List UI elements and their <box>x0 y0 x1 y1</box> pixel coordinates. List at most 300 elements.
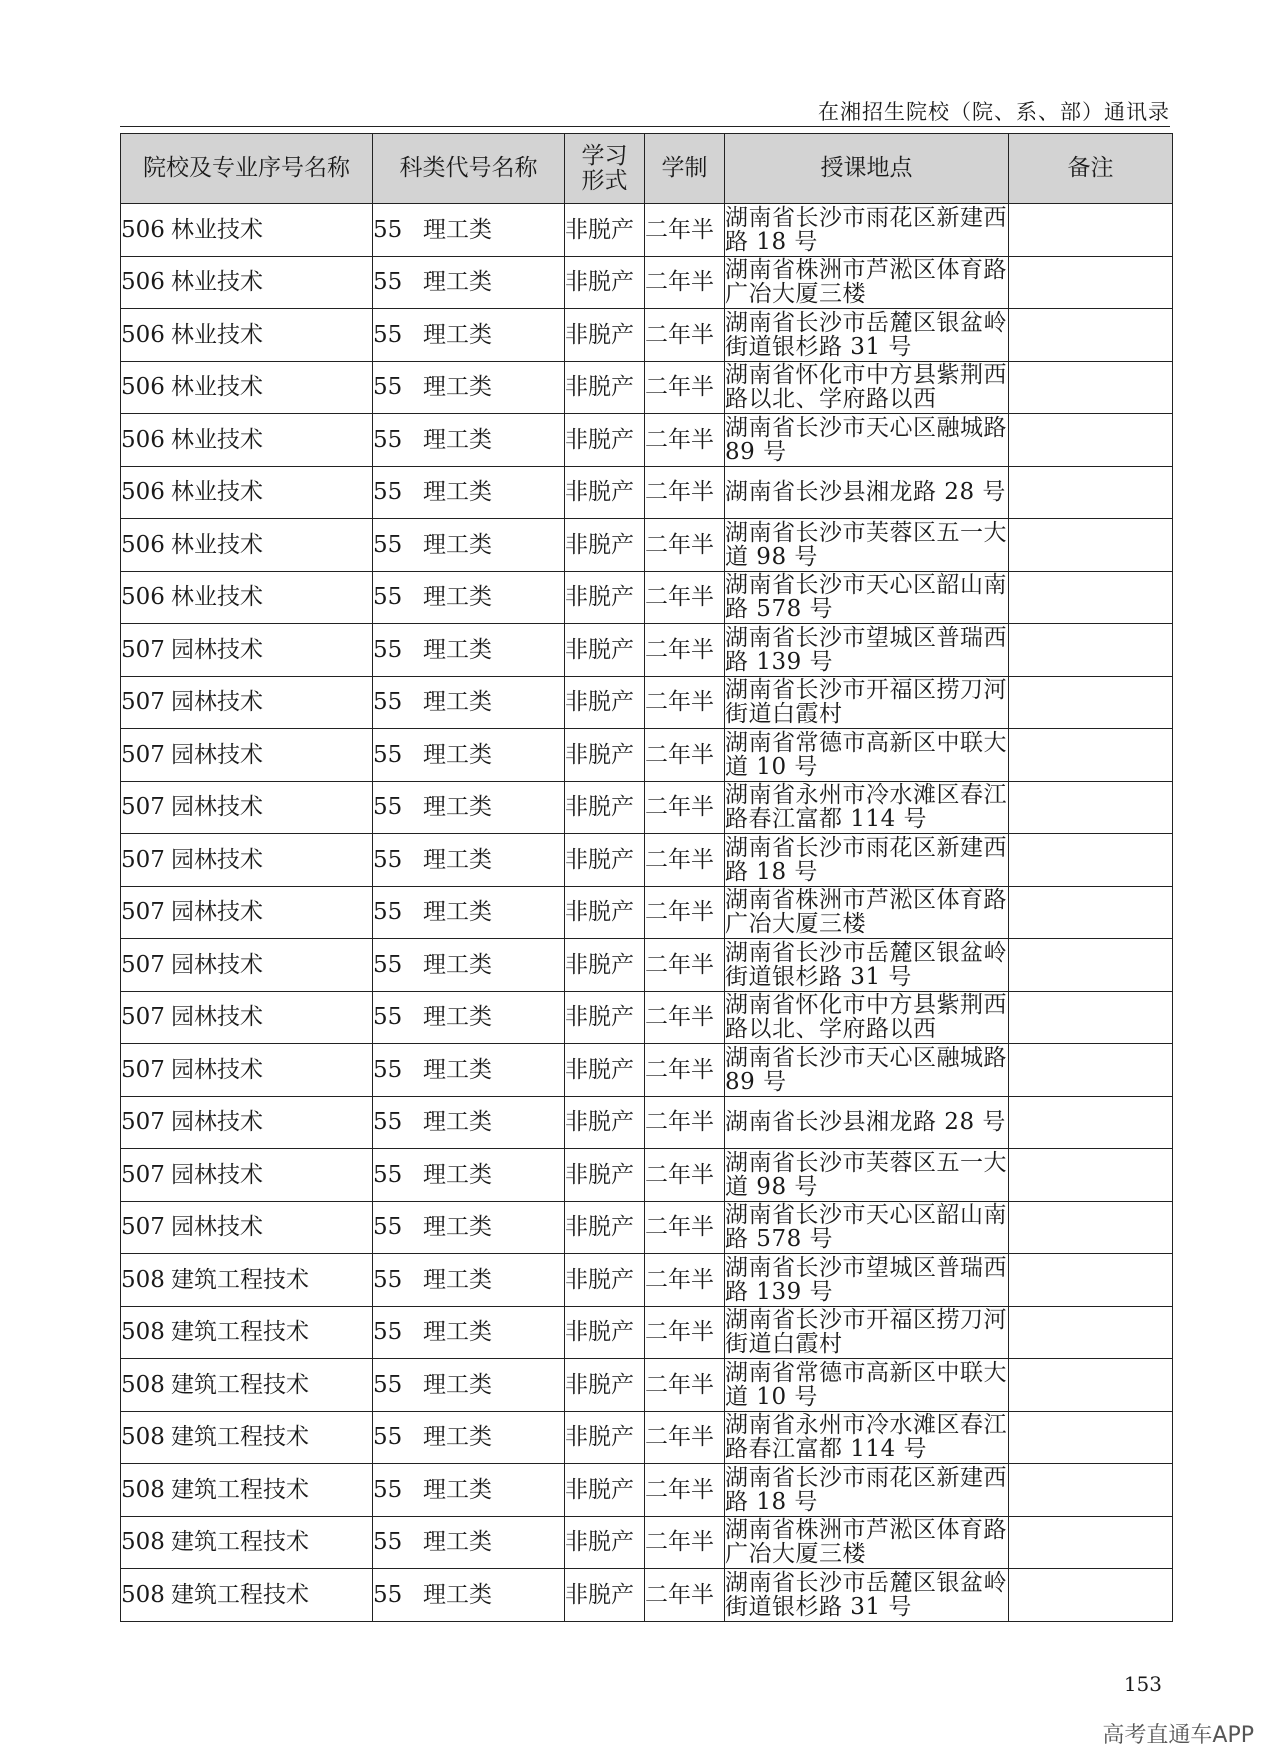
study-mode-cell: 非脱产 <box>565 1149 645 1202</box>
category-name: 理工类 <box>423 1266 492 1293</box>
location-cell: 湖南省长沙市天心区融城路 89 号 <box>725 414 1007 465</box>
remarks-cell <box>1009 1569 1173 1622</box>
table-row <box>121 676 1173 729</box>
category-name: 理工类 <box>423 1424 492 1451</box>
major-cell <box>121 519 373 572</box>
category-cell <box>373 204 565 257</box>
category-code: 55 <box>373 584 403 611</box>
category-code: 55 <box>373 1004 403 1031</box>
location-cell: 湖南省长沙市岳麓区银盆岭街道银杉路 31 号 <box>725 939 1007 990</box>
study-mode-cell: 非脱产 <box>565 466 645 519</box>
major-cell <box>121 1359 373 1412</box>
category-name: 理工类 <box>423 1161 492 1188</box>
major-code: 506 <box>121 584 165 611</box>
table-row <box>121 204 1173 257</box>
major-cell <box>121 624 373 677</box>
category-name: 理工类 <box>423 374 492 401</box>
major-name: 林业技术 <box>171 531 263 558</box>
duration-cell: 二年半 <box>645 834 725 887</box>
table-row <box>121 1411 1173 1464</box>
major-cell <box>121 991 373 1044</box>
location-cell: 湖南省常德市高新区中联大道 10 号 <box>725 729 1007 780</box>
major-code: 506 <box>121 479 165 506</box>
category-name: 理工类 <box>423 531 492 558</box>
remarks-cell <box>1009 361 1173 414</box>
table-row <box>121 939 1173 992</box>
table-body <box>121 204 1173 1622</box>
duration-cell: 二年半 <box>645 466 725 519</box>
major-name: 园林技术 <box>171 899 263 926</box>
duration-cell: 二年半 <box>645 309 725 362</box>
study-mode-cell: 非脱产 <box>565 624 645 677</box>
duration-cell: 二年半 <box>645 1149 725 1202</box>
location-cell: 湖南省株洲市芦淞区体育路广冶大厦三楼 <box>725 887 1007 938</box>
category-name: 理工类 <box>423 846 492 873</box>
remarks-cell <box>1009 886 1173 939</box>
category-code: 55 <box>373 1371 403 1398</box>
duration-cell: 二年半 <box>645 361 725 414</box>
study-mode-cell: 非脱产 <box>565 729 645 782</box>
duration-cell: 二年半 <box>645 781 725 834</box>
category-cell <box>373 624 565 677</box>
major-code: 506 <box>121 216 165 243</box>
major-name: 林业技术 <box>171 321 263 348</box>
location-cell: 湖南省常德市高新区中联大道 10 号 <box>725 1359 1007 1410</box>
major-code: 507 <box>121 689 165 716</box>
major-cell <box>121 676 373 729</box>
major-name: 园林技术 <box>171 1109 263 1136</box>
major-code: 507 <box>121 1214 165 1241</box>
duration-cell: 二年半 <box>645 1569 725 1622</box>
major-code: 507 <box>121 846 165 873</box>
major-cell <box>121 466 373 519</box>
major-cell <box>121 939 373 992</box>
major-cell <box>121 1569 373 1622</box>
major-code: 507 <box>121 1004 165 1031</box>
location-cell: 湖南省怀化市中方县紫荆西路以北、学府路以西 <box>725 362 1007 413</box>
study-mode-cell: 非脱产 <box>565 886 645 939</box>
duration-cell: 二年半 <box>645 624 725 677</box>
remarks-cell <box>1009 624 1173 677</box>
table-row <box>121 571 1173 624</box>
major-cell <box>121 571 373 624</box>
duration-cell: 二年半 <box>645 1359 725 1412</box>
category-cell <box>373 1096 565 1149</box>
major-name: 园林技术 <box>171 951 263 978</box>
major-cell <box>121 414 373 467</box>
major-name: 园林技术 <box>171 636 263 663</box>
study-mode-cell: 非脱产 <box>565 1569 645 1622</box>
category-name: 理工类 <box>423 1581 492 1608</box>
category-cell <box>373 729 565 782</box>
major-cell <box>121 204 373 257</box>
remarks-cell <box>1009 939 1173 992</box>
major-cell <box>121 834 373 887</box>
location-cell: 湖南省长沙县湘龙路 28 号 <box>725 466 1009 519</box>
category-code: 55 <box>373 216 403 243</box>
location-cell: 湖南省长沙市天心区融城路 89 号 <box>725 1044 1007 1095</box>
major-cell <box>121 1411 373 1464</box>
major-code: 508 <box>121 1581 165 1608</box>
remarks-cell <box>1009 466 1173 519</box>
category-name: 理工类 <box>423 636 492 663</box>
remarks-cell <box>1009 1254 1173 1307</box>
location-cell: 湖南省株洲市芦淞区体育路广冶大厦三楼 <box>725 1517 1007 1568</box>
category-name: 理工类 <box>423 1004 492 1031</box>
study-mode-cell: 非脱产 <box>565 676 645 729</box>
category-cell <box>373 1044 565 1097</box>
duration-cell: 二年半 <box>645 886 725 939</box>
category-cell <box>373 1149 565 1202</box>
study-mode-cell: 非脱产 <box>565 1201 645 1254</box>
remarks-cell <box>1009 1096 1173 1149</box>
category-cell <box>373 1359 565 1412</box>
major-name: 园林技术 <box>171 794 263 821</box>
category-code: 55 <box>373 1424 403 1451</box>
major-name: 园林技术 <box>171 846 263 873</box>
duration-cell: 二年半 <box>645 991 725 1044</box>
category-cell <box>373 1254 565 1307</box>
location-cell: 湖南省长沙市芙蓉区五一大道 98 号 <box>725 519 1007 570</box>
major-name: 园林技术 <box>171 741 263 768</box>
duration-cell: 二年半 <box>645 571 725 624</box>
table-row <box>121 729 1173 782</box>
duration-cell: 二年半 <box>645 1254 725 1307</box>
duration-cell: 二年半 <box>645 1516 725 1569</box>
major-code: 506 <box>121 531 165 558</box>
major-name: 林业技术 <box>171 426 263 453</box>
category-cell <box>373 1306 565 1359</box>
table-row <box>121 886 1173 939</box>
major-name: 林业技术 <box>171 269 263 296</box>
location-cell: 湖南省长沙市岳麓区银盆岭街道银杉路 31 号 <box>725 309 1007 360</box>
category-cell <box>373 939 565 992</box>
directory-table <box>120 133 1173 1622</box>
location-cell: 湖南省永州市冷水滩区春江路春江富都 114 号 <box>725 782 1007 833</box>
category-code: 55 <box>373 1581 403 1608</box>
remarks-cell <box>1009 1306 1173 1359</box>
remarks-cell <box>1009 309 1173 362</box>
duration-cell: 二年半 <box>645 1464 725 1517</box>
study-mode-cell: 非脱产 <box>565 1464 645 1517</box>
category-code: 55 <box>373 269 403 296</box>
category-cell <box>373 676 565 729</box>
category-name: 理工类 <box>423 426 492 453</box>
major-name: 园林技术 <box>171 1004 263 1031</box>
duration-cell: 二年半 <box>645 676 725 729</box>
table-row <box>121 991 1173 1044</box>
category-cell <box>373 1569 565 1622</box>
major-cell <box>121 1149 373 1202</box>
category-code: 55 <box>373 531 403 558</box>
category-name: 理工类 <box>423 584 492 611</box>
table-row <box>121 624 1173 677</box>
duration-cell: 二年半 <box>645 1411 725 1464</box>
remarks-cell <box>1009 729 1173 782</box>
category-name: 理工类 <box>423 1529 492 1556</box>
table-row <box>121 1464 1173 1517</box>
study-mode-cell: 非脱产 <box>565 204 645 257</box>
major-code: 506 <box>121 321 165 348</box>
major-name: 园林技术 <box>171 689 263 716</box>
category-cell <box>373 886 565 939</box>
category-name: 理工类 <box>423 216 492 243</box>
category-code: 55 <box>373 1056 403 1083</box>
major-cell <box>121 1096 373 1149</box>
major-code: 507 <box>121 899 165 926</box>
category-code: 55 <box>373 1266 403 1293</box>
category-code: 55 <box>373 479 403 506</box>
study-mode-cell: 非脱产 <box>565 1096 645 1149</box>
table-row <box>121 256 1173 309</box>
table-row <box>121 309 1173 362</box>
col-header-category: 科类代号名称 <box>373 134 565 204</box>
study-mode-cell: 非脱产 <box>565 939 645 992</box>
table-row <box>121 1359 1173 1412</box>
remarks-cell <box>1009 1359 1173 1412</box>
remarks-cell <box>1009 1411 1173 1464</box>
table-row <box>121 1569 1173 1622</box>
major-cell <box>121 1306 373 1359</box>
study-mode-cell: 非脱产 <box>565 1516 645 1569</box>
study-mode-cell: 非脱产 <box>565 834 645 887</box>
category-code: 55 <box>373 951 403 978</box>
duration-cell: 二年半 <box>645 1306 725 1359</box>
category-code: 55 <box>373 1214 403 1241</box>
major-code: 507 <box>121 636 165 663</box>
major-code: 506 <box>121 426 165 453</box>
category-cell <box>373 1411 565 1464</box>
major-code: 508 <box>121 1319 165 1346</box>
study-mode-cell: 非脱产 <box>565 414 645 467</box>
location-cell: 湖南省长沙市天心区韶山南路 578 号 <box>725 1202 1007 1253</box>
major-name: 林业技术 <box>171 374 263 401</box>
running-header: 在湘招生院校（院、系、部）通讯录 <box>818 100 1170 124</box>
remarks-cell <box>1009 834 1173 887</box>
remarks-cell <box>1009 676 1173 729</box>
major-name: 建筑工程技术 <box>171 1581 309 1608</box>
location-cell: 湖南省长沙市芙蓉区五一大道 98 号 <box>725 1149 1007 1200</box>
major-code: 507 <box>121 1056 165 1083</box>
remarks-cell <box>1009 991 1173 1044</box>
remarks-cell <box>1009 1201 1173 1254</box>
category-cell <box>373 1464 565 1517</box>
category-name: 理工类 <box>423 1476 492 1503</box>
location-cell: 湖南省永州市冷水滩区春江路春江富都 114 号 <box>725 1412 1007 1463</box>
duration-cell: 二年半 <box>645 204 725 257</box>
table-row <box>121 1096 1173 1149</box>
category-cell <box>373 571 565 624</box>
study-mode-cell: 非脱产 <box>565 256 645 309</box>
category-cell <box>373 781 565 834</box>
location-cell: 湖南省长沙市岳麓区银盆岭街道银杉路 31 号 <box>725 1569 1007 1620</box>
study-mode-cell: 非脱产 <box>565 361 645 414</box>
major-code: 508 <box>121 1424 165 1451</box>
major-cell <box>121 1201 373 1254</box>
major-name: 林业技术 <box>171 479 263 506</box>
category-code: 55 <box>373 741 403 768</box>
category-cell <box>373 1201 565 1254</box>
major-cell <box>121 1254 373 1307</box>
category-name: 理工类 <box>423 899 492 926</box>
study-mode-cell: 非脱产 <box>565 1254 645 1307</box>
table-row <box>121 414 1173 467</box>
table-row <box>121 1516 1173 1569</box>
study-mode-cell: 非脱产 <box>565 1359 645 1412</box>
remarks-cell <box>1009 1149 1173 1202</box>
table-row <box>121 781 1173 834</box>
major-cell <box>121 1464 373 1517</box>
category-name: 理工类 <box>423 1371 492 1398</box>
table-header-row <box>121 134 1173 204</box>
duration-cell: 二年半 <box>645 1096 725 1149</box>
header-rule <box>120 126 1170 127</box>
study-mode-cell: 非脱产 <box>565 1411 645 1464</box>
col-header-major: 院校及专业序号名称 <box>121 134 373 204</box>
table-row <box>121 1149 1173 1202</box>
table-row <box>121 1044 1173 1097</box>
study-mode-cell: 非脱产 <box>565 781 645 834</box>
remarks-cell <box>1009 256 1173 309</box>
major-code: 508 <box>121 1476 165 1503</box>
study-mode-cell: 非脱产 <box>565 1044 645 1097</box>
category-cell <box>373 1516 565 1569</box>
remarks-cell <box>1009 1044 1173 1097</box>
category-code: 55 <box>373 374 403 401</box>
category-name: 理工类 <box>423 1214 492 1241</box>
category-name: 理工类 <box>423 1109 492 1136</box>
location-cell: 湖南省长沙市雨花区新建西路 18 号 <box>725 834 1007 885</box>
duration-cell: 二年半 <box>645 256 725 309</box>
major-name: 林业技术 <box>171 216 263 243</box>
category-cell <box>373 256 565 309</box>
category-name: 理工类 <box>423 741 492 768</box>
category-cell <box>373 414 565 467</box>
major-code: 508 <box>121 1529 165 1556</box>
duration-cell: 二年半 <box>645 414 725 467</box>
category-code: 55 <box>373 1109 403 1136</box>
table-row <box>121 519 1173 572</box>
location-cell: 湖南省长沙市天心区韶山南路 578 号 <box>725 572 1007 623</box>
major-name: 建筑工程技术 <box>171 1266 309 1293</box>
major-cell <box>121 1516 373 1569</box>
location-cell: 湖南省长沙市雨花区新建西路 18 号 <box>725 204 1007 255</box>
duration-cell: 二年半 <box>645 1044 725 1097</box>
study-mode-cell: 非脱产 <box>565 519 645 572</box>
major-name: 林业技术 <box>171 584 263 611</box>
study-mode-cell: 非脱产 <box>565 309 645 362</box>
remarks-cell <box>1009 571 1173 624</box>
study-mode-cell: 非脱产 <box>565 571 645 624</box>
major-code: 508 <box>121 1266 165 1293</box>
table-row <box>121 1201 1173 1254</box>
category-code: 55 <box>373 1161 403 1188</box>
col-header-remarks: 备注 <box>1009 134 1173 204</box>
duration-cell: 二年半 <box>645 1201 725 1254</box>
major-name: 建筑工程技术 <box>171 1319 309 1346</box>
major-name: 建筑工程技术 <box>171 1476 309 1503</box>
category-cell <box>373 466 565 519</box>
remarks-cell <box>1009 1516 1173 1569</box>
category-code: 55 <box>373 689 403 716</box>
major-name: 园林技术 <box>171 1161 263 1188</box>
page-number: 153 <box>1123 1672 1162 1696</box>
category-name: 理工类 <box>423 269 492 296</box>
major-name: 建筑工程技术 <box>171 1424 309 1451</box>
remarks-cell <box>1009 204 1173 257</box>
category-cell <box>373 361 565 414</box>
remarks-cell <box>1009 781 1173 834</box>
remarks-cell <box>1009 1464 1173 1517</box>
duration-cell: 二年半 <box>645 939 725 992</box>
major-cell <box>121 729 373 782</box>
category-cell <box>373 834 565 887</box>
category-code: 55 <box>373 426 403 453</box>
category-name: 理工类 <box>423 689 492 716</box>
major-name: 建筑工程技术 <box>171 1371 309 1398</box>
major-code: 508 <box>121 1371 165 1398</box>
major-name: 建筑工程技术 <box>171 1529 309 1556</box>
major-cell <box>121 309 373 362</box>
study-mode-cell: 非脱产 <box>565 1306 645 1359</box>
category-code: 55 <box>373 636 403 663</box>
table-row <box>121 466 1173 519</box>
major-code: 507 <box>121 741 165 768</box>
major-cell <box>121 256 373 309</box>
col-header-duration: 学制 <box>645 134 725 204</box>
table-row <box>121 1254 1173 1307</box>
category-name: 理工类 <box>423 321 492 348</box>
study-mode-cell: 非脱产 <box>565 991 645 1044</box>
major-code: 506 <box>121 374 165 401</box>
location-cell: 湖南省长沙市雨花区新建西路 18 号 <box>725 1464 1007 1515</box>
category-code: 55 <box>373 794 403 821</box>
category-name: 理工类 <box>423 1056 492 1083</box>
table-row <box>121 834 1173 887</box>
table-row <box>121 361 1173 414</box>
category-name: 理工类 <box>423 951 492 978</box>
category-name: 理工类 <box>423 794 492 821</box>
major-code: 507 <box>121 794 165 821</box>
location-cell: 湖南省长沙县湘龙路 28 号 <box>725 1096 1009 1149</box>
watermark: 高考直通车APP <box>1102 1723 1254 1748</box>
col-header-study-mode: 学习 形式 <box>565 134 645 204</box>
major-code: 507 <box>121 951 165 978</box>
category-code: 55 <box>373 1319 403 1346</box>
major-cell <box>121 361 373 414</box>
major-cell <box>121 1044 373 1097</box>
location-cell: 湖南省怀化市中方县紫荆西路以北、学府路以西 <box>725 992 1007 1043</box>
table-row <box>121 1306 1173 1359</box>
category-cell <box>373 309 565 362</box>
category-code: 55 <box>373 846 403 873</box>
category-code: 55 <box>373 321 403 348</box>
major-code: 506 <box>121 269 165 296</box>
location-cell: 湖南省长沙市望城区普瑞西路 139 号 <box>725 1254 1007 1305</box>
location-cell: 湖南省长沙市开福区捞刀河街道白霞村 <box>725 1307 1007 1358</box>
category-name: 理工类 <box>423 479 492 506</box>
remarks-cell <box>1009 414 1173 467</box>
major-cell <box>121 886 373 939</box>
category-code: 55 <box>373 1476 403 1503</box>
duration-cell: 二年半 <box>645 729 725 782</box>
major-name: 园林技术 <box>171 1214 263 1241</box>
category-name: 理工类 <box>423 1319 492 1346</box>
col-header-location: 授课地点 <box>725 134 1009 204</box>
location-cell: 湖南省长沙市开福区捞刀河街道白霞村 <box>725 677 1007 728</box>
major-cell <box>121 781 373 834</box>
major-code: 507 <box>121 1109 165 1136</box>
